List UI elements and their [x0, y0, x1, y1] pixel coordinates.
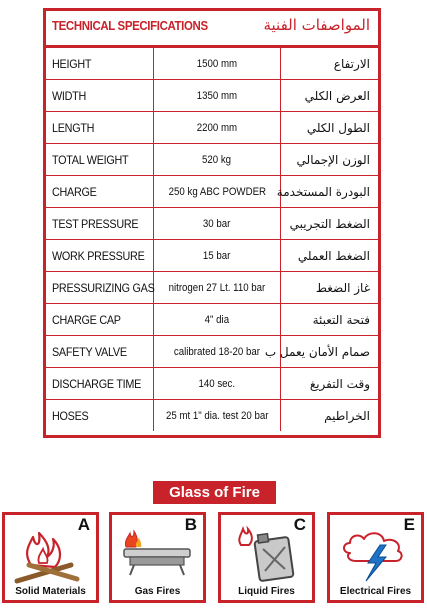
row-label: SAFETY VALVE [52, 344, 127, 359]
table-row [46, 304, 378, 336]
fire-class-caption: Gas Fires [134, 586, 181, 597]
row-value: 25 mt 1" dia. test 20 bar [165, 409, 269, 422]
row-value: 2200 mm [196, 121, 238, 134]
glass-of-fire-banner: Glass of Fire [153, 481, 276, 504]
table-header [46, 11, 378, 47]
row-label-ar: العرض الكلي [281, 80, 379, 112]
row-label: TOTAL WEIGHT [52, 152, 129, 167]
table-row [46, 208, 378, 240]
row-label: WIDTH [52, 88, 87, 103]
row-value: 140 sec. [198, 377, 236, 390]
table-row [46, 176, 378, 208]
row-label-ar: الارتفاع [281, 48, 379, 80]
table-row [46, 336, 378, 368]
spec-rows [46, 47, 378, 431]
row-value: 250 kg ABC POWDER [168, 185, 266, 198]
row-label: HEIGHT [52, 56, 92, 71]
table-row [46, 272, 378, 304]
row-label: CHARGE [52, 184, 97, 199]
fuel-can-icon [227, 523, 307, 585]
fire-class-card-a [2, 512, 99, 603]
fire-class-card-e [327, 512, 424, 603]
row-label: WORK PRESSURE [52, 248, 145, 263]
row-label: CHARGE CAP [52, 312, 121, 327]
fire-class-card-b [109, 512, 206, 603]
row-label-ar: الضغط التجريبي [281, 208, 379, 240]
row-label-ar: الطول الكلي [281, 112, 379, 144]
fire-class-letter: A [77, 515, 90, 534]
row-value: calibrated 18-20 bar [173, 345, 261, 358]
row-label-ar: البودرة المستخدمة [281, 176, 379, 208]
fire-class-caption: Liquid Fires [238, 586, 295, 597]
table-row [46, 80, 378, 112]
row-label-ar: صمام الأمان يعمل ب [281, 336, 379, 368]
table-row [46, 144, 378, 176]
row-label: LENGTH [52, 120, 95, 135]
table-row [46, 48, 378, 80]
row-label: TEST PRESSURE [52, 216, 139, 231]
burning-wood-icon [11, 523, 91, 585]
table-row [46, 400, 378, 432]
row-value: 1500 mm [196, 57, 238, 70]
row-label: PRESSURIZING GAS [52, 280, 155, 295]
row-value: 15 bar [203, 249, 231, 262]
row-value: 4" dia [204, 313, 230, 326]
fire-class-caption: Electrical Fires [339, 586, 412, 597]
row-label-ar: وقت التفريغ [281, 368, 379, 400]
table-row [46, 240, 378, 272]
row-value: 30 bar [203, 217, 231, 230]
row-label-ar: الخراطيم [281, 400, 379, 432]
row-label: DISCHARGE TIME [52, 376, 142, 391]
technical-specifications-table [43, 8, 381, 438]
row-label-ar: فتحة التعبئة [281, 304, 379, 336]
fire-class-caption: Solid Materials [15, 586, 86, 597]
table-row [46, 368, 378, 400]
row-value: 520 kg [202, 153, 232, 166]
fire-class-letter: C [293, 515, 306, 534]
row-label-ar: الضغط العملي [281, 240, 379, 272]
table-row [46, 112, 378, 144]
fire-class-card-c [218, 512, 315, 603]
table-title-ar: المواصفات الفنية [263, 16, 370, 34]
fire-class-letter: E [403, 515, 415, 534]
row-label: HOSES [52, 408, 89, 423]
gas-burner-icon [118, 523, 198, 585]
row-value: nitrogen 27 Lt. 110 bar [168, 281, 266, 294]
table-title-en: TECHNICAL SPECIFICATIONS [52, 18, 208, 33]
row-label-ar: الوزن الإجمالي [281, 144, 379, 176]
row-label-ar: غاز الضغط [281, 272, 379, 304]
lightning-cloud-icon [336, 523, 416, 585]
fire-class-letter: B [184, 515, 197, 534]
row-value: 1350 mm [196, 89, 238, 102]
